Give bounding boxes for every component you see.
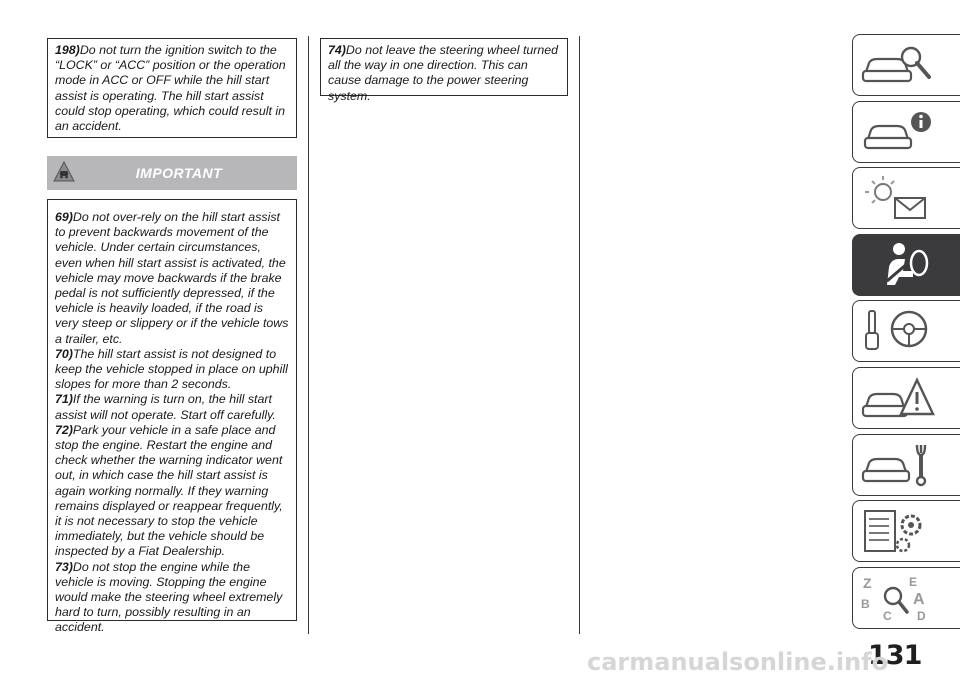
- specs-gear-icon: [859, 507, 939, 557]
- alphabet-index-icon: [859, 574, 939, 624]
- key-steering-wheel-icon: [859, 307, 939, 357]
- car-info-icon: [859, 108, 939, 158]
- svg-text:B: B: [861, 596, 870, 611]
- important-header: [47, 156, 297, 190]
- note-number: 72): [55, 422, 73, 437]
- svg-text:Z: Z: [863, 574, 872, 591]
- important-notes-box: [47, 199, 297, 635]
- svg-text:C: C: [883, 608, 892, 623]
- svg-text:A: A: [913, 590, 925, 608]
- car-wrench-icon: [859, 441, 939, 491]
- airbag-seatbelt-icon: [859, 241, 939, 291]
- note-text: Do not stop the engine while the vehicle is moving. Stopping the engine would make the steering wheel extremely hard to turn, possibly resulting in an accident.: [55, 559, 283, 635]
- note-number: 70): [55, 346, 73, 361]
- svg-text:D: D: [917, 608, 926, 623]
- note-number: 71): [55, 392, 73, 407]
- car-warning-icon: [859, 374, 939, 424]
- note-text: Park your vehicle in a safe place and stop the engine. Restart the engine and check whether the warning indicator went out, in which case the hill start assist is again working normally. If they warning remains displayed or reappear frequently, it is not necessary to stop the vehicle immediately, but the vehicle should be inspected by a Fiat Dealership.: [55, 422, 283, 559]
- car-skid-warning-icon: [52, 160, 76, 184]
- tab-index[interactable]: [852, 567, 960, 629]
- note-number: 69): [55, 210, 73, 224]
- tab-starting-driving[interactable]: [852, 300, 960, 362]
- column-divider: [308, 36, 309, 634]
- important-title: IMPORTANT: [135, 165, 223, 181]
- note-paragraph: [328, 43, 560, 104]
- tab-technical-specs[interactable]: [852, 500, 960, 562]
- important-item-70: [55, 347, 289, 393]
- important-item-72: [55, 423, 289, 560]
- chapter-tabs: [852, 34, 960, 633]
- note-paragraph: [55, 43, 289, 134]
- note-text: Do not over-rely on the hill start assist to prevent backwards movement of the vehicle. Under certain circumstances, even when hill start assist is activated, the vehicle may move backwards if the brake pedal is not sufficiently depressed, if the vehicle is heavily loaded, if the road is very steep or slippery or if the vehicle tows a trailer, etc.: [55, 210, 289, 346]
- note-text: Do not leave the steering wheel turned all the way in one direction. This can cause damage to the power steering system.: [328, 43, 559, 103]
- page-number: 131: [868, 640, 922, 671]
- tab-servicing-care[interactable]: [852, 434, 960, 496]
- note-number: 73): [55, 559, 73, 574]
- svg-text:E: E: [909, 574, 918, 589]
- column-divider: [579, 36, 580, 634]
- important-item-73: [55, 560, 289, 636]
- note-number: 198): [55, 43, 80, 57]
- tab-lights-messages[interactable]: [852, 167, 960, 229]
- watermark-text: carmanualsonline.info: [587, 648, 889, 676]
- note-text: The hill start assist is not designed to keep the vehicle stopped in place on uphill slopes for more than 2 seconds.: [55, 346, 288, 392]
- light-envelope-icon: [859, 174, 939, 224]
- car-search-icon: [859, 41, 939, 91]
- note-text: If the warning is turn on, the hill start assist will not operate. Start off carefully.: [55, 392, 276, 422]
- tab-dashboard-info[interactable]: [852, 101, 960, 163]
- important-item-69: [55, 210, 289, 347]
- safety-note-74: [320, 38, 568, 103]
- tab-emergency[interactable]: [852, 367, 960, 429]
- safety-note-198: [47, 38, 297, 138]
- note-text: Do not turn the ignition switch to the “LOCK” or “ACC” position or the operation mode in ACC or OFF while the hill start assist is operating. The hill start assist could stop operating, which could result in an accident.: [55, 43, 286, 134]
- note-number: 74): [328, 43, 346, 57]
- tab-getting-to-know-car[interactable]: [852, 34, 960, 96]
- tab-safety[interactable]: [852, 234, 960, 296]
- important-item-71: [55, 392, 289, 422]
